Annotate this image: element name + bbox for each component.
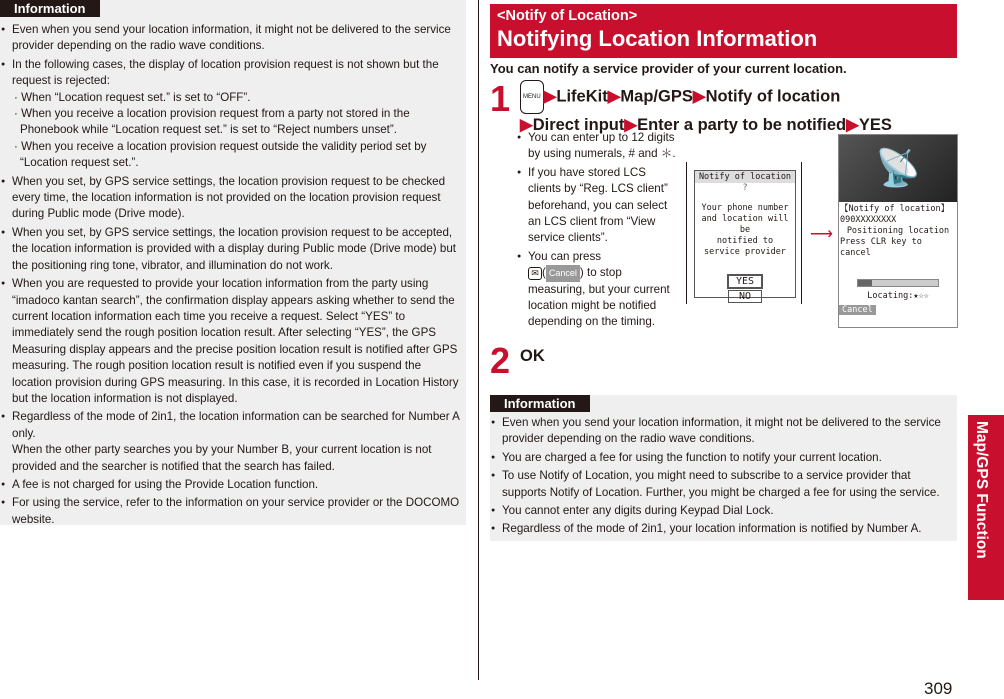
right-information-box — [490, 395, 957, 541]
arrow-icon: ▶ — [607, 87, 621, 106]
chapter-tab[interactable] — [968, 415, 1004, 600]
step-1-instruction — [520, 80, 960, 136]
info-item: ● To use Notify of Location, you might need to subscribe to a service provider that supports Notify of Location. Further, you might be charged a fee for using the service. — [490, 468, 957, 501]
info-subitem: · When you receive a location provision request outside the validity period set by “Location request set.”. — [14, 139, 427, 170]
step-part: YES — [858, 116, 892, 134]
step-2-instruction: OK — [520, 347, 545, 365]
yes-option: YES — [727, 274, 763, 289]
arrow-icon: ▶ — [692, 87, 706, 106]
info-item — [0, 477, 460, 493]
information-tag: Information — [490, 395, 590, 412]
info-subitem: · When you receive a location provision request from a party not stored in the Phonebook while “Location request set.” is set to “Reject numbers unset”. — [14, 107, 410, 137]
info-item — [0, 409, 460, 475]
information-list — [490, 413, 957, 538]
info-text: When you set, by GPS service settings, the location provision request to be checked every time, the location information is not provided on the location provision request during Public mode (Drive mode). — [12, 174, 446, 221]
screen-bracket-left — [686, 162, 687, 304]
section-subtitle: <Notify of Location> — [497, 8, 638, 24]
locating-screen — [838, 134, 958, 328]
info-text: When the other party searches you by your Number B, your current location is not provided and the searcher is notified that the search has failed. — [12, 443, 432, 473]
info-subitem: · When “Location request set.” is set to “OFF”. — [14, 90, 251, 104]
page-number: 309 — [924, 679, 953, 698]
info-item: ● You cannot enter any digits during Keypad Dial Lock. — [490, 503, 957, 519]
screen-line: 090XXXXXXXX — [840, 215, 897, 225]
mail-key-icon: ✉ — [528, 267, 542, 280]
section-title: Notifying Location Information — [497, 26, 818, 51]
lead-text: You can notify a service provider of your current location. — [490, 61, 847, 76]
information-list — [0, 20, 466, 528]
screen-line: Your phone number — [701, 203, 789, 213]
screen-title: Notify of location — [695, 171, 795, 183]
step-number-1: 1 — [490, 78, 511, 119]
locating-status: Locating:★☆☆ — [867, 291, 929, 301]
locating-progress-bar — [857, 279, 939, 287]
right-arrow-icon: ⟶ — [810, 226, 833, 243]
note: ● If you have stored LCS clients by “Reg. LCS client” beforehand, you can select an LCS client from “View service clients”. — [516, 165, 676, 247]
arrow-icon: ▶ — [543, 87, 557, 106]
note-text: ) to stop measuring, but your current location might be notified depending on the timing. — [528, 266, 670, 329]
info-text: Even when you send your location information, it might not be delivered to the service provider depending on the radio wave conditions. — [12, 23, 451, 53]
step-1-notes — [516, 130, 676, 333]
info-item: ● You are charged a fee for using the function to notify your current location. — [490, 450, 957, 466]
screen-line: and location will be — [701, 214, 789, 235]
cancel-softkey-chip: Cancel — [546, 265, 580, 281]
screen-line: Positioning location — [846, 226, 950, 236]
screen-line: 【Notify of location】 — [840, 204, 950, 214]
section-header — [490, 4, 957, 58]
left-information-box — [0, 0, 466, 525]
note: ● You can press ✉ ( Cancel ) to stop measuring, but your current location might be notified depending on the timing. — [516, 249, 676, 331]
screen-line: service provider — [704, 247, 786, 257]
info-item — [0, 22, 460, 55]
arrow-icon: ▶ — [520, 116, 533, 134]
info-item: ● Even when you send your location information, it might not be delivered to the service provider depending on the radio wave conditions. — [490, 415, 957, 448]
info-text: For using the service, refer to the information on your service provider or the DOCOMO website. — [12, 496, 460, 526]
screen-line: Press CLR key to cancel — [840, 237, 922, 258]
step-part: LifeKit — [556, 87, 608, 106]
cancel-softkey: Cancel — [839, 305, 876, 315]
info-text: In the following cases, the display of location provision request is not shown but the request is rejected: — [12, 57, 439, 88]
screen-bracket-right — [801, 162, 802, 304]
info-item: ● Regardless of the mode of 2in1, your location information is notified by Number A. — [490, 521, 957, 537]
column-divider — [478, 0, 479, 680]
note: ● You can enter up to 12 digits by using numerals, # and ＊. — [516, 130, 676, 163]
info-text: When you are requested to provide your location information from the party using “imadoco kantan search”, the confirmation display appears asking whether to send the current location information each time you receive a request. Select “YES” to immediately send the rough position location result. After selecting “YES”, the GPS Measuring display appears and the precise position location result is notified after GPS measuring. The rough position location result is notified even if you suspend the location provision during GPS measuring. In this case, it is recorded in Location History but the location information is not displayed. — [12, 277, 459, 405]
info-text: When you set, by GPS service settings, the location provision request to be accepted, the location information is provided with a display during Public mode (Drive mode) but the positioning ring tone, vibrator, and illumination do not work. — [12, 225, 457, 272]
screen-line: notified to — [716, 236, 774, 246]
information-tag: Information — [0, 0, 100, 17]
note-text: You can press — [528, 249, 602, 263]
step-part: Map/GPS — [620, 87, 693, 106]
step-part: Notify of location — [705, 87, 841, 106]
no-option: NO — [728, 290, 762, 303]
step-part: Enter a party to be notified — [637, 116, 847, 134]
step-number-2: 2 — [490, 340, 511, 381]
info-item — [0, 57, 460, 172]
arrow-icon: ▶ — [846, 116, 859, 134]
screen-question-mark: ? — [742, 183, 748, 193]
info-item — [0, 174, 460, 223]
confirm-screen — [694, 170, 796, 302]
info-text: Regardless of the mode of 2in1, the location information can be searched for Number A only. — [12, 410, 460, 440]
step-part: Direct input — [532, 116, 625, 134]
info-item — [0, 276, 460, 407]
info-text: A fee is not charged for using the Provide Location function. — [12, 477, 319, 491]
satellite-dish-icon: 📡 — [839, 135, 957, 202]
info-item — [0, 225, 460, 274]
chapter-tab-label: Map/GPS Function — [973, 421, 990, 559]
menu-key-icon: MENU — [520, 80, 544, 114]
arrow-icon: ▶ — [624, 116, 638, 134]
info-item — [0, 495, 460, 528]
